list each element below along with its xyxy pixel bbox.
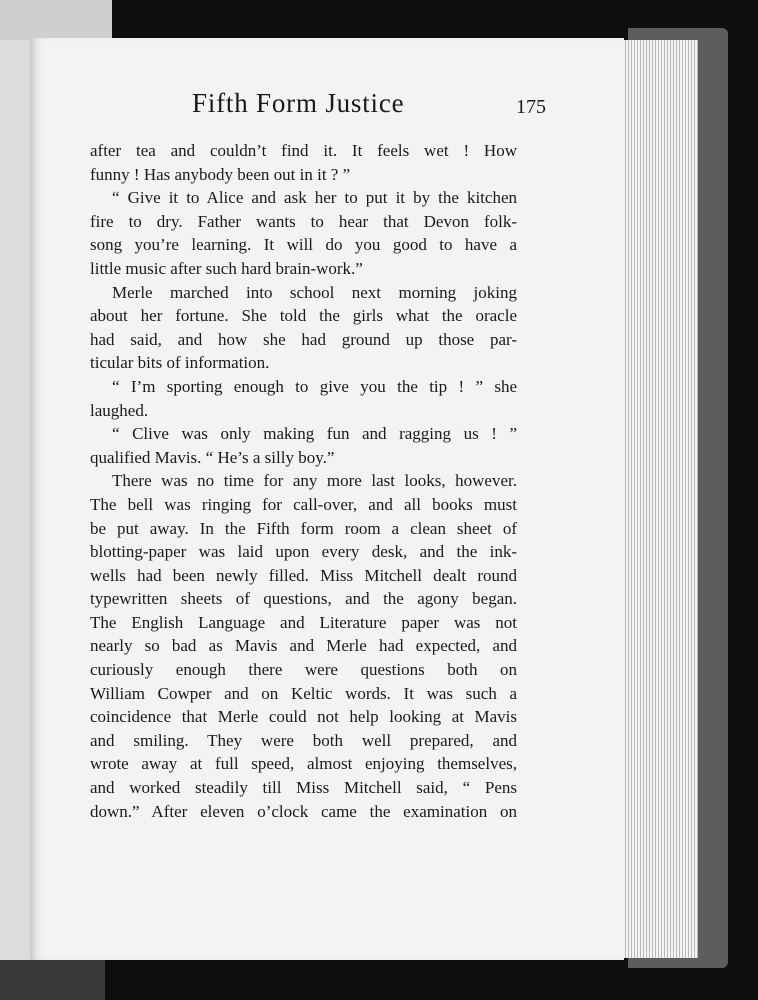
page-stack-edge [620, 40, 698, 958]
cover-board-corner [0, 960, 105, 1000]
book-page [30, 38, 624, 960]
text-line: wells had been newly filled. Miss Mitchell dealt round [90, 565, 517, 585]
text-line: little music after such hard brain-work.” [90, 258, 363, 278]
text-line: The English Language and Literature paper was not [90, 612, 517, 632]
text-line: curiously enough there were questions both on [90, 660, 517, 680]
text-line: funny ! Has anybody been out in it ? ” [90, 164, 351, 184]
text-line: blotting-paper was laid upon every desk, and the ink- [90, 542, 517, 562]
text-line: fire to dry. Father wants to hear that Devon folk- [90, 211, 517, 231]
body-text [90, 139, 517, 823]
facing-page-corner [0, 0, 112, 40]
page-number: 175 [516, 96, 546, 118]
text-line: qualified Mavis. “ He’s a silly boy.” [90, 447, 335, 467]
text-line: about her fortune. She told the girls what the oracle [90, 306, 517, 326]
text-line: “ Clive was only making fun and ragging us ! ” [112, 424, 517, 444]
text-line: coincidence that Merle could not help looking at Mavis [90, 707, 517, 727]
text-line: and worked steadily till Miss Mitchell said, “ Pens [90, 778, 517, 798]
text-line: “ Give it to Alice and ask her to put it by the kitchen [112, 188, 517, 208]
text-line: Merle marched into school next morning joking [112, 282, 517, 302]
text-line: “ I’m sporting enough to give you the tip ! ” she [112, 376, 517, 396]
text-line: laughed. [90, 400, 149, 420]
text-line: had said, and how she had ground up those par- [90, 329, 517, 349]
text-line: down.” After eleven o’clock came the examination on [90, 801, 517, 821]
text-line: William Cowper and on Keltic words. It was such a [90, 683, 517, 703]
page-header [100, 88, 560, 128]
text-line: be put away. In the Fifth form room a clean sheet of [90, 518, 517, 538]
running-title: Fifth Form Justice [192, 88, 405, 118]
text-line: and smiling. They were both well prepared, and [90, 730, 517, 750]
text-line: The bell was ringing for call-over, and all books must [90, 494, 517, 514]
text-line: nearly so bad as Mavis and Merle had expected, and [90, 636, 517, 656]
gutter-edge [0, 40, 32, 960]
text-line: after tea and couldn’t find it. It feels wet ! How [90, 141, 517, 160]
text-line: wrote away at full speed, almost enjoying themselves, [90, 754, 517, 774]
text-line: song you’re learning. It will do you good to have a [90, 235, 517, 255]
text-line: There was no time for any more last looks, however. [112, 471, 517, 491]
text-line: typewritten sheets of questions, and the agony began. [90, 589, 517, 609]
text-line: ticular bits of information. [90, 353, 270, 373]
